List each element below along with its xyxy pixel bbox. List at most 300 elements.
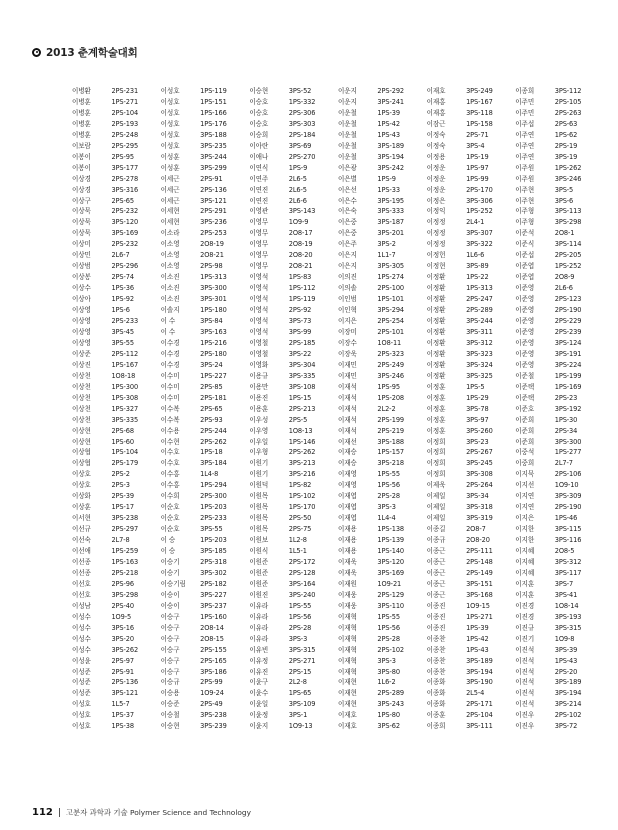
author-name-cell: 이성수 [72, 645, 91, 654]
author-name-cell: 이의진 [337, 273, 357, 282]
paper-code-cell: 2PS-28 [288, 623, 312, 632]
author-name-cell: 이주연 [515, 141, 535, 150]
author-name-cell: 이원기 [249, 459, 269, 468]
author-name-cell: 이준영 [515, 360, 535, 369]
author-name-cell: 이성준 [72, 667, 91, 676]
author-name-cell: 이병훈 [72, 130, 91, 139]
paper-code-cell: 3PS-45 [111, 327, 134, 336]
paper-code-cell: 3PS-80 [377, 667, 400, 676]
author-name-cell: 이승철 [160, 711, 180, 720]
paper-code-cell: 3PS-244 [466, 317, 493, 326]
paper-code-cell: 1O9-15 [466, 601, 490, 610]
author-name-cell: 이종찬 [426, 634, 446, 643]
author-name-cell: 이영철 [249, 338, 269, 347]
paper-code-cell: 2PS-102 [377, 645, 405, 654]
author-name-cell: 이영무 [249, 262, 269, 271]
paper-code-cell: 1PS-271 [466, 612, 493, 621]
paper-code-cell: 3PS-213 [288, 459, 316, 468]
paper-code-cell: 3PS-241 [377, 97, 405, 106]
paper-code-cell: 2PS-262 [288, 448, 316, 457]
paper-code-cell: 1L1-7 [377, 251, 396, 260]
author-name-cell: 이정희 [426, 448, 446, 457]
author-name-cell: 이제일 [426, 514, 446, 523]
paper-code-cell: 3PS-242 [377, 163, 405, 172]
author-name-cell: 이정환 [426, 360, 446, 369]
paper-code-cell: 2PS-292 [377, 87, 405, 95]
author-name-cell: 이상천 [72, 393, 91, 402]
paper-code-cell: 3PS-6 [554, 196, 574, 205]
paper-code-cell: 1PS-259 [111, 547, 139, 556]
author-name-cell: 이재현 [337, 700, 357, 709]
paper-code-cell: 3PS-302 [200, 568, 227, 577]
author-name-cell: 이재혁 [337, 656, 357, 665]
author-name-cell: 이유정 [249, 656, 269, 665]
paper-code-cell: 3PS-306 [466, 196, 493, 205]
paper-code-cell: 3PS-108 [288, 382, 316, 391]
author-name-cell: 이승기림 [160, 579, 186, 588]
author-name-cell: 이진우 [515, 711, 535, 720]
author-name-cell: 이유라 [249, 634, 269, 643]
author-name-cell: 이순호 [160, 514, 180, 523]
author-name-cell: 이재호 [426, 87, 446, 95]
paper-code-cell: 3PS-20 [111, 634, 134, 643]
author-name-cell: 이선종 [72, 568, 91, 577]
paper-code-cell: 3PS-194 [466, 667, 493, 676]
author-name-cell: 이병훈 [72, 108, 91, 117]
paper-code-cell: 3PS-235 [200, 141, 227, 150]
author-name-cell: 이재호 [337, 722, 357, 731]
table-row [72, 546, 604, 557]
author-name-cell: 이인혁 [337, 306, 357, 315]
author-name-cell: 이정훈 [426, 393, 446, 402]
author-name-cell: 이재욱 [337, 568, 357, 577]
paper-code-cell: 3PS-300 [200, 284, 227, 293]
table-row [72, 152, 604, 163]
paper-code-cell: 1O9-13 [288, 722, 313, 731]
table-row [72, 458, 604, 469]
paper-code-cell: 2PS-106 [554, 470, 582, 479]
paper-code-cell: 3PS-312 [466, 338, 493, 347]
author-name-cell: 이상호 [72, 470, 91, 479]
table-row [72, 404, 604, 415]
author-name-cell: 이원덕 [249, 481, 269, 490]
author-name-cell: 이소진 [160, 273, 180, 282]
paper-code-cell: 1PS-42 [377, 119, 400, 128]
paper-code-cell: 1PS-327 [111, 404, 139, 413]
author-name-cell: 이재민 [337, 360, 357, 369]
paper-code-cell: 1PS-119 [288, 295, 316, 304]
paper-code-cell: 1PS-95 [377, 382, 400, 391]
paper-code-cell: 1PS-37 [111, 711, 134, 720]
author-name-cell: 이종길 [426, 525, 446, 534]
author-name-cell: 이준영 [515, 338, 535, 347]
author-name-cell: 이정환 [426, 295, 446, 304]
author-name-cell: 이주형 [515, 207, 535, 216]
paper-code-cell: 3PS-41 [554, 590, 578, 599]
author-name-cell: 이승이 [160, 590, 180, 599]
author-name-cell: 이지훈 [515, 590, 535, 599]
author-name-cell: 이종근 [426, 590, 446, 599]
author-name-cell: 이승구 [160, 667, 180, 676]
author-name-cell: 이준식 [515, 240, 535, 249]
author-name-cell: 이선숙 [72, 536, 91, 545]
author-name-cell: 이진경 [515, 612, 535, 621]
paper-code-cell: 2PS-5 [288, 415, 308, 424]
paper-code-cell: 2L6-7 [111, 251, 130, 260]
author-name-cell: 이정익 [426, 207, 446, 216]
author-name-cell: 이진석 [515, 700, 535, 709]
author-name-cell: 이영석 [249, 317, 269, 326]
paper-code-cell: 2PS-296 [111, 262, 139, 271]
author-name-cell: 이주섭 [515, 119, 535, 128]
paper-code-cell: 3PS-120 [111, 218, 139, 227]
paper-code-cell: 1PS-55 [288, 601, 312, 610]
paper-code-cell: 3PS-112 [554, 87, 582, 95]
paper-code-cell: 2L2-8 [288, 678, 307, 687]
paper-code-cell: 2O8-14 [200, 623, 224, 632]
author-name-cell: 이수현 [160, 437, 180, 446]
paper-code-cell: 2L6-5 [288, 185, 307, 194]
author-name-cell: 이소진 [160, 295, 180, 304]
author-name-cell: 이소진 [160, 284, 180, 293]
page-footer [32, 806, 251, 818]
author-name-cell: 이정환 [426, 284, 446, 293]
author-name-cell: 이세현 [160, 207, 180, 216]
paper-code-cell: 3PS-227 [200, 590, 227, 599]
paper-code-cell: 3PS-308 [466, 470, 493, 479]
paper-code-cell: 1PS-169 [554, 382, 582, 391]
table-row [72, 228, 604, 239]
author-name-cell: 이수호 [160, 448, 180, 457]
author-name-cell: 이상묵 [72, 218, 91, 227]
author-name-cell: 이승용 [160, 689, 180, 698]
author-name-cell: 이선종 [72, 557, 91, 566]
author-name-cell: 이 승 [160, 547, 176, 556]
author-name-cell: 이정훈 [426, 415, 446, 424]
paper-code-cell: 3PS-307 [466, 229, 493, 238]
paper-code-cell: 1PS-262 [554, 163, 582, 172]
paper-code-cell: 2PS-155 [200, 645, 227, 654]
author-name-cell: 이진석 [515, 645, 535, 654]
table-row [72, 502, 604, 513]
table-row [72, 710, 604, 721]
paper-code-cell: 2PS-136 [111, 678, 139, 687]
paper-code-cell: 3PS-16 [111, 623, 134, 632]
author-name-cell: 이상수 [72, 284, 91, 293]
author-name-cell: 이재혁 [337, 634, 357, 643]
paper-code-cell: 2PS-297 [111, 525, 139, 534]
author-name-cell: 이재승 [337, 448, 357, 457]
author-name-cell: 이성호 [160, 87, 180, 95]
paper-code-cell: 3PS-3 [288, 634, 308, 643]
author-name-cell: 이수홍 [160, 481, 180, 490]
paper-code-cell: 3PS-239 [200, 722, 227, 731]
paper-code-cell: 3PS-294 [377, 306, 405, 315]
author-name-cell: 이성호 [72, 700, 91, 709]
author-name-cell: 이정환 [426, 349, 446, 358]
paper-code-cell: 3PS-1 [288, 711, 308, 720]
paper-code-cell: 3PS-120 [377, 557, 405, 566]
paper-code-cell: 2PS-267 [466, 448, 493, 457]
table-row [72, 108, 604, 119]
author-name-cell: 이진우 [515, 722, 535, 731]
table-row [72, 382, 604, 393]
paper-code-cell: 3PS-311 [466, 327, 493, 336]
paper-code-cell: 3PS-164 [288, 579, 316, 588]
author-name-cell: 이준영 [515, 284, 535, 293]
paper-code-cell: 1O8-18 [111, 371, 136, 380]
author-name-cell: 이승기 [160, 557, 180, 566]
table-row [72, 634, 604, 645]
author-name-cell: 이재웅 [337, 590, 357, 599]
paper-code-cell: 3PS-62 [377, 722, 400, 731]
author-name-cell: 이원목 [249, 514, 269, 523]
paper-code-cell: 1PS-17 [111, 503, 134, 512]
paper-code-cell: 2PS-28 [377, 634, 400, 643]
author-name-cell: 이선애 [72, 547, 91, 556]
paper-code-cell: 1PS-252 [554, 262, 582, 271]
paper-code-cell: 1PS-80 [377, 711, 400, 720]
author-name-cell: 이수미 [160, 382, 180, 391]
paper-code-cell: 1O9-9 [288, 218, 309, 227]
author-name-cell: 이성수 [72, 623, 91, 632]
author-name-cell: 이수용 [160, 426, 180, 435]
paper-code-cell: 3PS-322 [466, 240, 493, 249]
paper-code-cell: 1PS-158 [466, 119, 493, 128]
paper-code-cell: 3PS-333 [377, 207, 405, 216]
author-name-cell: 이재석 [337, 404, 357, 413]
paper-code-cell: 2PS-65 [111, 196, 134, 205]
paper-code-cell: 1PS-167 [466, 97, 493, 106]
author-name-cell: 이정숙 [426, 141, 446, 150]
author-name-cell: 이지연 [515, 492, 535, 501]
paper-code-cell: 1PS-160 [200, 612, 227, 621]
author-name-cell: 이상진 [72, 360, 91, 369]
paper-code-cell: 1PS-29 [466, 393, 489, 402]
paper-code-cell: 1PS-163 [111, 557, 139, 566]
author-name-cell: 이상경 [72, 174, 91, 183]
paper-code-cell: 2PS-98 [200, 262, 223, 271]
paper-code-cell: 2PS-97 [111, 656, 134, 665]
author-name-cell: 이재석 [337, 415, 357, 424]
author-index-body [72, 86, 604, 732]
author-name-cell: 이재원 [337, 579, 357, 588]
author-name-cell: 이주민 [515, 108, 535, 117]
paper-code-cell: 2PS-65 [200, 404, 223, 413]
paper-code-cell: 3PS-315 [288, 645, 316, 654]
author-name-cell: 이종희 [515, 87, 535, 95]
author-name-cell: 이세근 [160, 196, 180, 205]
author-name-cell: 이보람 [72, 141, 91, 150]
paper-code-cell: 2O8-7 [466, 525, 486, 534]
table-row [72, 174, 604, 185]
author-name-cell: 이병훈 [72, 119, 91, 128]
author-name-cell: 이성훈 [160, 152, 180, 161]
paper-code-cell: 1PS-6 [111, 306, 130, 315]
author-name-cell: 이병훈 [72, 97, 91, 106]
author-name-cell: 이제욱 [426, 481, 446, 490]
author-name-cell: 이윤수 [249, 689, 269, 698]
table-row [72, 699, 604, 710]
paper-code-cell: 2PS-262 [200, 437, 227, 446]
paper-code-cell: 3PS-121 [200, 196, 227, 205]
paper-code-cell: 2PS-199 [377, 415, 405, 424]
author-name-cell: 이순호 [160, 525, 180, 534]
paper-code-cell: 2PS-289 [466, 306, 493, 315]
paper-code-cell: 1PS-271 [111, 97, 139, 106]
paper-code-cell: 3PS-244 [200, 152, 227, 161]
paper-code-cell: 1PS-56 [377, 623, 400, 632]
author-name-cell: 이세근 [160, 185, 180, 194]
paper-code-cell: 3PS-214 [554, 700, 582, 709]
paper-code-cell: 2PS-218 [111, 568, 139, 577]
author-name-cell: 이연진 [249, 185, 269, 194]
author-name-cell: 이준택 [515, 382, 535, 391]
author-name-cell: 이종진 [426, 601, 446, 610]
author-name-cell: 이상경 [72, 185, 91, 194]
author-name-cell: 이승준 [160, 700, 180, 709]
paper-code-cell: 2PS-244 [200, 426, 227, 435]
paper-code-cell: 1PS-300 [111, 382, 139, 391]
paper-code-cell: 2PS-193 [111, 119, 139, 128]
paper-code-cell: 2O8-15 [200, 634, 224, 643]
paper-code-cell: 3PS-121 [111, 689, 139, 698]
paper-code-cell: 2PS-95 [111, 152, 134, 161]
author-name-cell: 이진경 [515, 601, 535, 610]
paper-code-cell: 2PS-68 [111, 426, 134, 435]
paper-code-cell: 2PS-63 [554, 119, 578, 128]
paper-code-cell: 2PS-190 [554, 503, 582, 512]
table-row [72, 338, 604, 349]
paper-code-cell: 3PS-2 [377, 240, 396, 249]
author-name-cell: 이종훈 [426, 711, 446, 720]
paper-code-cell: 1O8-13 [288, 426, 313, 435]
table-row [72, 437, 604, 448]
paper-code-cell: 2PS-318 [200, 557, 227, 566]
table-row [72, 141, 604, 152]
author-name-cell: 이윤지 [249, 722, 269, 731]
author-name-cell: 이정환 [426, 317, 446, 326]
paper-code-cell: 3PS-5 [554, 185, 574, 194]
paper-code-cell: 2PS-278 [111, 174, 139, 183]
author-name-cell: 이윤정 [249, 711, 269, 720]
paper-code-cell: 1PS-203 [200, 536, 227, 545]
paper-code-cell: 1PS-277 [554, 448, 582, 457]
paper-code-cell: 3PS-305 [377, 262, 405, 271]
paper-code-cell: 3PS-299 [200, 163, 227, 172]
footer-divider [59, 808, 60, 817]
paper-code-cell: 1PS-199 [554, 371, 582, 380]
paper-code-cell: 3PS-55 [200, 525, 223, 534]
paper-code-cell: 3PS-238 [200, 711, 227, 720]
paper-code-cell: 2PS-247 [466, 295, 493, 304]
author-name-cell: 이승호 [249, 97, 269, 106]
author-name-cell: 이지선 [515, 481, 535, 490]
author-name-cell: 이운철 [337, 141, 357, 150]
table-row [72, 393, 604, 404]
author-name-cell: 이원목 [249, 492, 269, 501]
paper-code-cell: 1PS-43 [377, 130, 400, 139]
author-name-cell: 이정희 [426, 459, 446, 468]
paper-code-cell: 1PS-139 [377, 536, 405, 545]
paper-code-cell: 1PS-216 [200, 338, 227, 347]
paper-code-cell: 2PS-50 [288, 514, 312, 523]
author-name-cell: 이성남 [72, 601, 91, 610]
table-row [72, 612, 604, 623]
author-name-cell: 이운철 [337, 152, 357, 161]
author-name-cell: 이재홍 [426, 108, 446, 117]
paper-code-cell: 1PS-313 [466, 284, 493, 293]
author-name-cell: 이주원 [515, 174, 535, 183]
author-name-cell: 이소영 [160, 251, 180, 260]
author-name-cell: 이정운 [426, 185, 446, 194]
paper-code-cell: 1PS-166 [200, 108, 227, 117]
paper-code-cell: 3PS-3 [377, 656, 396, 665]
paper-code-cell: 1PS-9 [288, 163, 308, 172]
paper-code-cell: 2L6-6 [554, 284, 573, 293]
author-name-cell: 이정운 [426, 174, 446, 183]
author-name-cell: 이중석 [515, 448, 535, 457]
paper-code-cell: 1PS-36 [111, 284, 134, 293]
paper-code-cell: 1PS-5 [466, 382, 485, 391]
author-name-cell: 이승구 [160, 656, 180, 665]
author-name-cell: 이은광 [337, 163, 357, 172]
author-name-cell: 이준희 [515, 415, 535, 424]
paper-code-cell: 2PS-129 [377, 590, 405, 599]
author-name-cell: 이의솔 [337, 284, 357, 293]
table-row [72, 217, 604, 228]
paper-code-cell: 2L6-6 [288, 196, 307, 205]
paper-code-cell: 2PS-105 [554, 97, 582, 106]
paper-code-cell: 2PS-148 [466, 557, 493, 566]
paper-code-cell: 1PS-22 [466, 273, 489, 282]
author-name-cell: 이종근 [426, 568, 446, 577]
paper-code-cell: 3PS-168 [466, 590, 493, 599]
table-row [72, 196, 604, 207]
author-name-cell: 이주현 [515, 196, 535, 205]
author-name-cell: 이정희 [426, 470, 446, 479]
author-name-cell: 이우형 [249, 448, 269, 457]
table-row [72, 480, 604, 491]
author-name-cell: 이재엽 [337, 503, 357, 512]
author-name-cell: 이종근 [426, 547, 446, 556]
paper-code-cell: 2PS-93 [200, 415, 223, 424]
author-name-cell: 이유빈 [249, 645, 269, 654]
paper-code-cell: 3PS-245 [466, 459, 493, 468]
conference-title: 2013 춘계학술대회 [46, 46, 138, 59]
paper-code-cell: 1PS-308 [111, 393, 139, 402]
paper-code-cell: 3PS-324 [466, 360, 493, 369]
table-row [72, 250, 604, 261]
author-name-cell: 이성호 [160, 97, 180, 106]
author-index [72, 86, 604, 732]
bullet-icon [32, 48, 41, 57]
paper-code-cell: 3PS-189 [466, 656, 493, 665]
paper-code-cell: 2PS-219 [377, 426, 405, 435]
author-name-cell: 이원목 [249, 525, 269, 534]
paper-code-cell: 1PS-30 [554, 415, 578, 424]
author-name-cell: 이재선 [337, 437, 357, 446]
author-index-table [72, 86, 604, 732]
paper-code-cell: 3PS-114 [554, 240, 582, 249]
paper-code-cell: 1PS-208 [377, 393, 405, 402]
paper-code-cell: 1PS-332 [288, 97, 316, 106]
paper-code-cell: 2PS-289 [377, 689, 405, 698]
table-row [72, 667, 604, 678]
paper-code-cell: 2PS-19 [554, 141, 578, 150]
author-name-cell: 이은주 [337, 240, 357, 249]
author-name-cell: 이재엽 [337, 514, 357, 523]
